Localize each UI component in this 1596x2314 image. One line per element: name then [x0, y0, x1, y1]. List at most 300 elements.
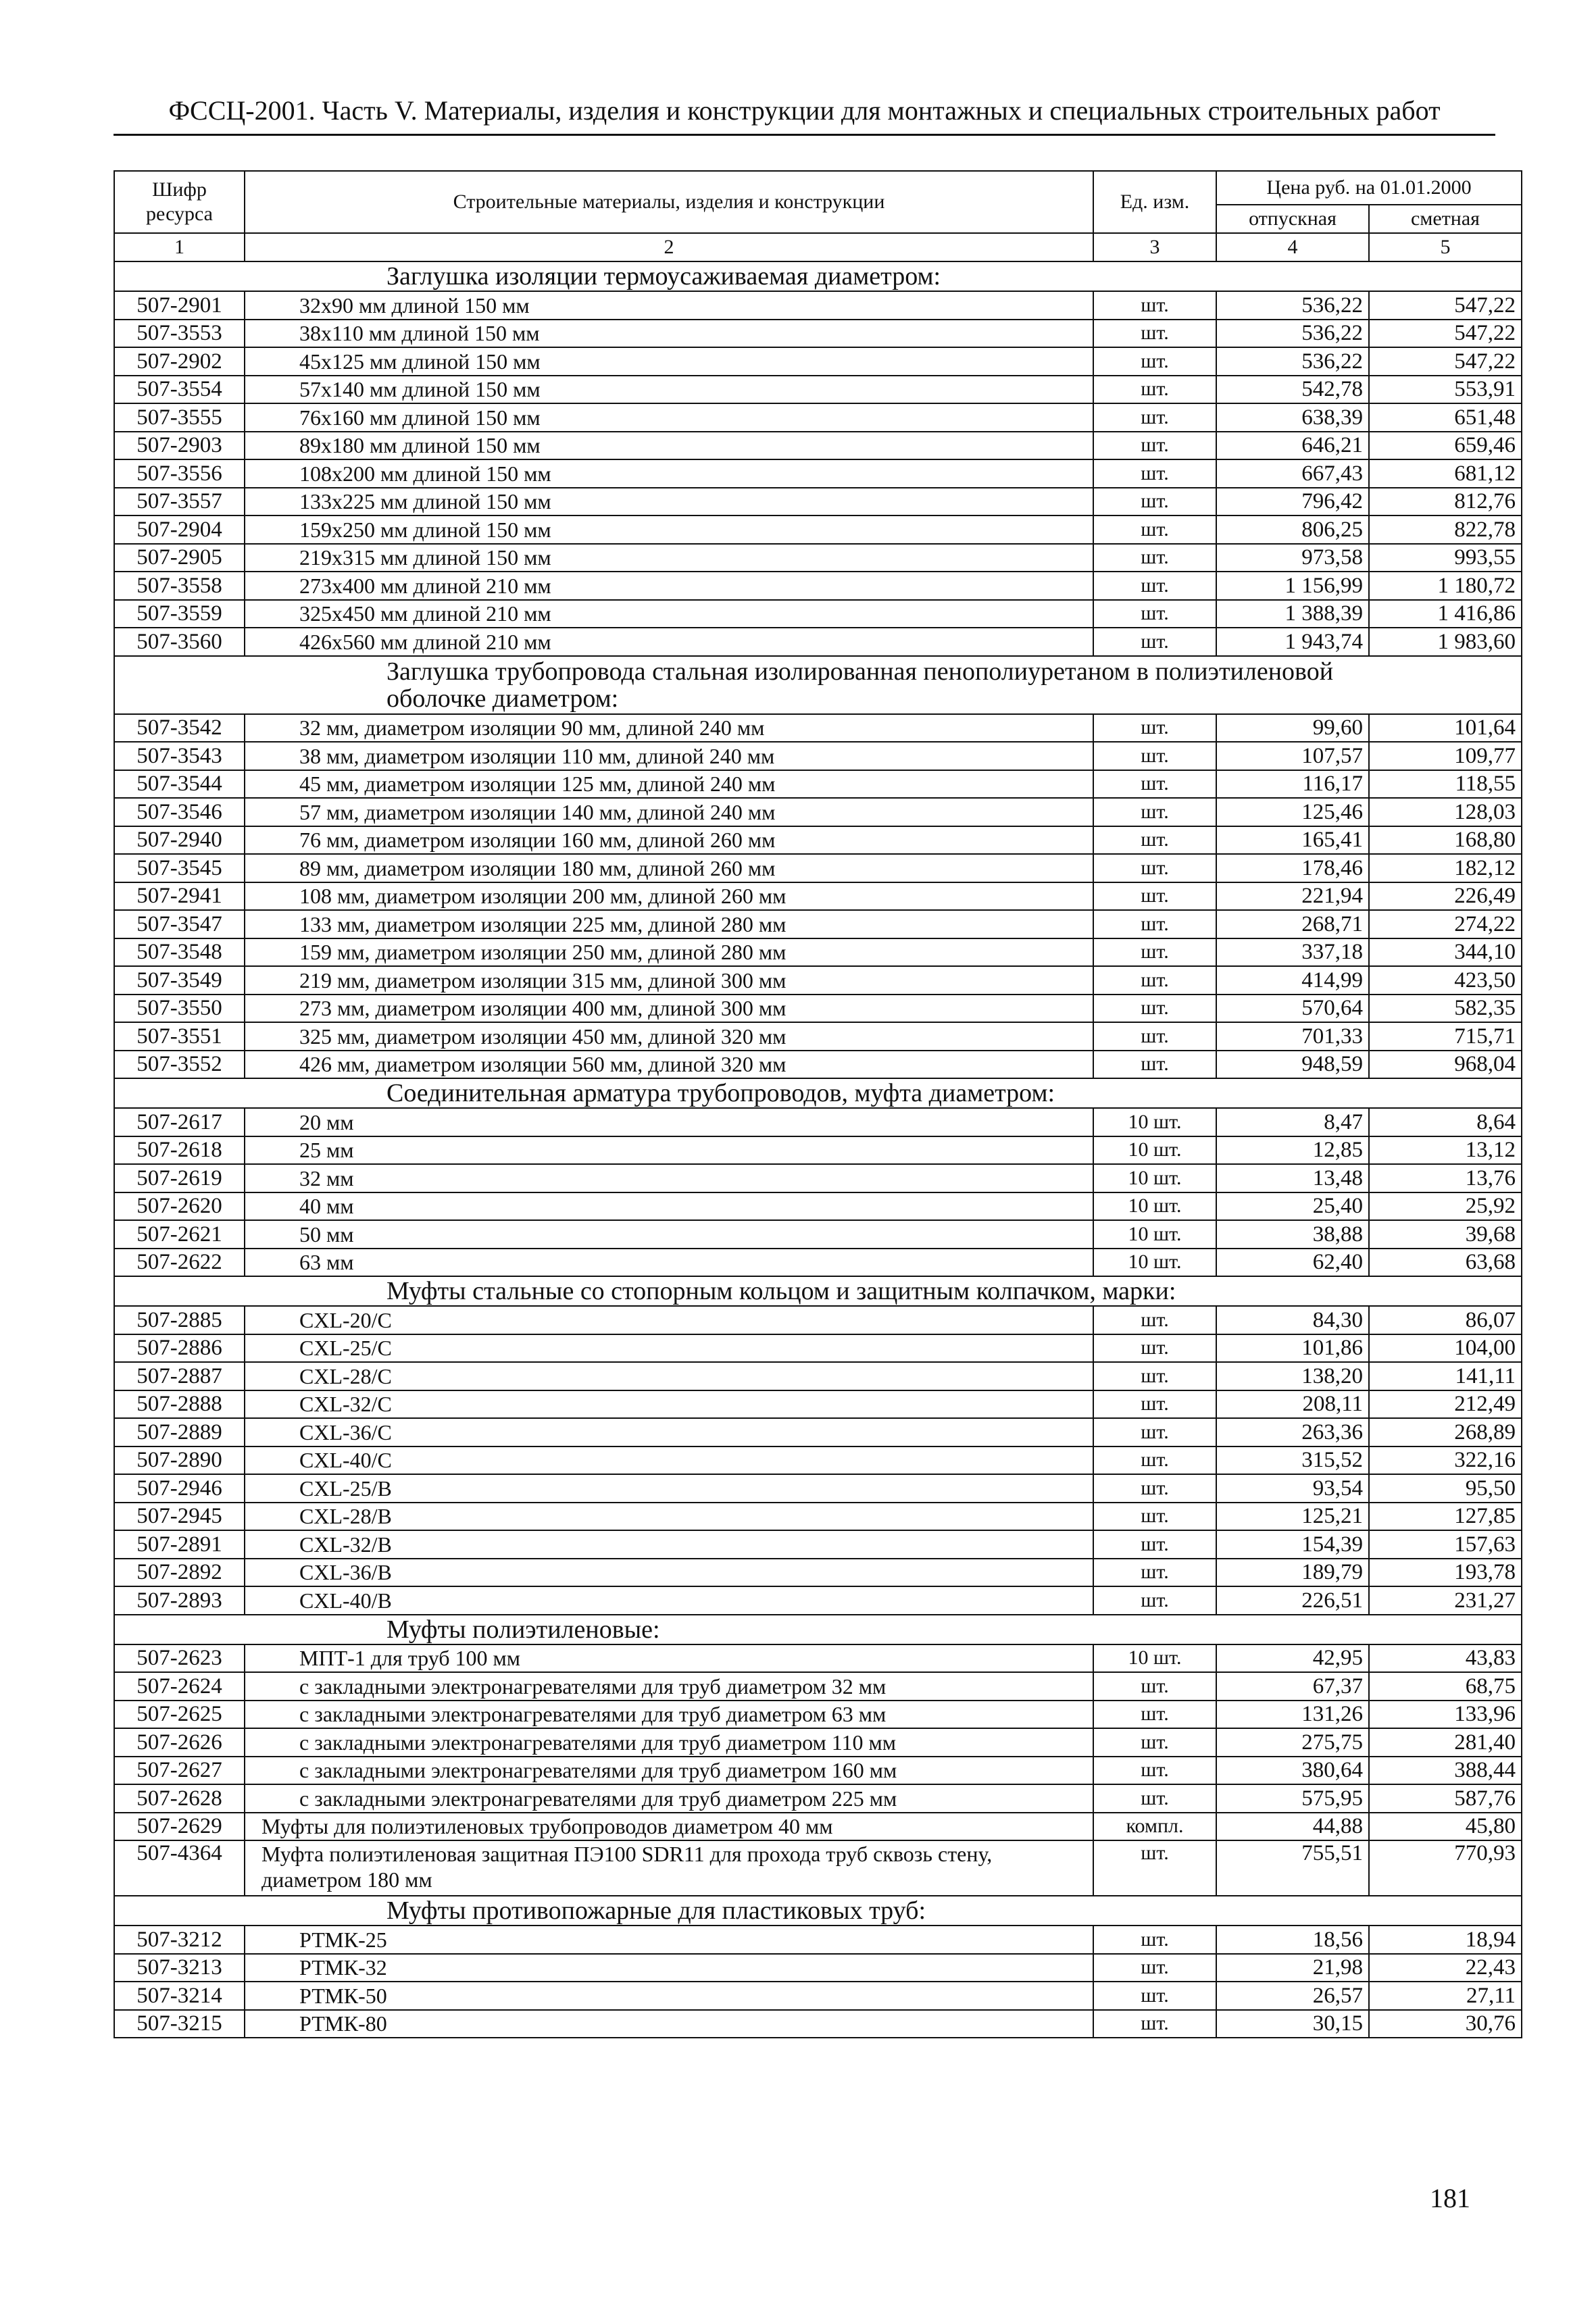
table-row [114, 1249, 1522, 1277]
release-price: 208,11 [1216, 1390, 1369, 1419]
estimate-price: 715,71 [1369, 1022, 1522, 1051]
unit: шт. [1093, 1447, 1216, 1475]
resource-code: 507-3547 [114, 910, 245, 938]
estimate-price: 651,48 [1369, 403, 1522, 432]
resource-code: 507-2901 [114, 291, 245, 320]
resource-code: 507-2887 [114, 1362, 245, 1390]
section-title: Заглушка изоляции термоусаживаемая диаметром: [245, 261, 1369, 291]
item-name: 76x160 мм длиной 150 мм [245, 403, 1093, 432]
item-name: 32x90 мм длиной 150 мм [245, 291, 1093, 320]
col-number-3: 3 [1093, 233, 1216, 261]
unit: шт. [1093, 1334, 1216, 1363]
unit: шт. [1093, 995, 1216, 1023]
release-price: 13,48 [1216, 1164, 1369, 1192]
item-name: CXL-40/B [245, 1586, 1093, 1615]
estimate-price: 1 416,86 [1369, 600, 1522, 628]
section-title: Соединительная арматура трубопроводов, муфта диаметром: [245, 1078, 1369, 1108]
section-title: Муфты противопожарные для пластиковых труб: [245, 1896, 1369, 1926]
resource-code: 507-3550 [114, 995, 245, 1023]
col-header-release: отпускная [1216, 205, 1369, 233]
item-name: 159x250 мм длиной 150 мм [245, 515, 1093, 544]
table-row [114, 1447, 1522, 1475]
resource-code: 507-2940 [114, 826, 245, 855]
unit: шт. [1093, 1051, 1216, 1079]
table-row [114, 1334, 1522, 1363]
col-header-code: Шифр ресурса [114, 171, 245, 233]
release-price: 125,46 [1216, 798, 1369, 826]
table-row [114, 1362, 1522, 1390]
estimate-price: 993,55 [1369, 544, 1522, 572]
unit: шт. [1093, 1728, 1216, 1757]
estimate-price: 582,35 [1369, 995, 1522, 1023]
section-header-row [114, 656, 1522, 714]
estimate-price: 182,12 [1369, 854, 1522, 882]
estimate-price: 157,63 [1369, 1530, 1522, 1559]
release-price: 84,30 [1216, 1306, 1369, 1334]
item-name: Муфты для полиэтиленовых трубопроводов диаметром 40 мм [245, 1813, 1093, 1841]
resource-code: 507-2620 [114, 1192, 245, 1221]
unit: шт. [1093, 1672, 1216, 1701]
unit: 10 шт. [1093, 1644, 1216, 1673]
unit: шт. [1093, 1418, 1216, 1447]
resource-code: 507-2886 [114, 1334, 245, 1363]
table-row [114, 488, 1522, 516]
unit: шт. [1093, 1474, 1216, 1503]
unit: шт. [1093, 628, 1216, 656]
table-row [114, 1051, 1522, 1079]
section-spacer [114, 1078, 245, 1108]
unit: шт. [1093, 1559, 1216, 1587]
unit: шт. [1093, 347, 1216, 376]
resource-code: 507-2889 [114, 1418, 245, 1447]
unit: шт. [1093, 1840, 1216, 1896]
table-row [114, 1164, 1522, 1192]
item-name: 273x400 мм длиной 210 мм [245, 572, 1093, 600]
resource-code: 507-2905 [114, 544, 245, 572]
release-price: 667,43 [1216, 459, 1369, 488]
item-name: МПТ-1 для труб 100 мм [245, 1644, 1093, 1673]
table-row [114, 1136, 1522, 1165]
estimate-price: 63,68 [1369, 1249, 1522, 1277]
item-name: Муфта полиэтиленовая защитная ПЭ100 SDR11 для прохода труб сквозь стену, диаметром 180 мм [245, 1840, 1093, 1896]
resource-code: 507-2621 [114, 1220, 245, 1249]
unit: шт. [1093, 432, 1216, 460]
table-row [114, 544, 1522, 572]
resource-code: 507-2903 [114, 432, 245, 460]
release-price: 30,15 [1216, 2010, 1369, 2038]
estimate-price: 30,76 [1369, 2010, 1522, 2038]
item-name: 57x140 мм длиной 150 мм [245, 376, 1093, 404]
unit: шт. [1093, 1784, 1216, 1813]
table-row [114, 1192, 1522, 1221]
resource-code: 507-3215 [114, 2010, 245, 2038]
unit: шт. [1093, 488, 1216, 516]
release-price: 12,85 [1216, 1136, 1369, 1165]
release-price: 107,57 [1216, 742, 1369, 770]
table-row [114, 1840, 1522, 1896]
release-price: 25,40 [1216, 1192, 1369, 1221]
release-price: 93,54 [1216, 1474, 1369, 1503]
section-spacer [114, 1276, 245, 1306]
table-body [114, 261, 1522, 2038]
table-row [114, 1954, 1522, 1982]
table-row [114, 1926, 1522, 1954]
section-spacer [114, 1615, 245, 1644]
resource-code: 507-2945 [114, 1503, 245, 1531]
unit: 10 шт. [1093, 1220, 1216, 1249]
release-price: 638,39 [1216, 403, 1369, 432]
table-row [114, 1701, 1522, 1729]
estimate-price: 68,75 [1369, 1672, 1522, 1701]
resource-code: 507-3543 [114, 742, 245, 770]
item-name: 325x450 мм длиной 210 мм [245, 600, 1093, 628]
release-price: 138,20 [1216, 1362, 1369, 1390]
resource-code: 507-3214 [114, 1982, 245, 2010]
unit: шт. [1093, 1701, 1216, 1729]
section-spacer [114, 261, 245, 291]
item-name: CXL-25/C [245, 1334, 1093, 1363]
unit: компл. [1093, 1813, 1216, 1841]
item-name: 426x560 мм длиной 210 мм [245, 628, 1093, 656]
section-spacer [114, 1896, 245, 1926]
col-header-price: Цена руб. на 01.01.2000 [1216, 171, 1522, 205]
estimate-price: 344,10 [1369, 938, 1522, 967]
estimate-price: 547,22 [1369, 320, 1522, 348]
release-price: 536,22 [1216, 347, 1369, 376]
resource-code: 507-2890 [114, 1447, 245, 1475]
resource-code: 507-3545 [114, 854, 245, 882]
unit: шт. [1093, 1503, 1216, 1531]
item-name: CXL-32/C [245, 1390, 1093, 1419]
section-spacer [1369, 656, 1522, 714]
release-price: 646,21 [1216, 432, 1369, 460]
resource-code: 507-3558 [114, 572, 245, 600]
resource-code: 507-2629 [114, 1813, 245, 1841]
unit: шт. [1093, 1390, 1216, 1419]
estimate-price: 25,92 [1369, 1192, 1522, 1221]
resource-code: 507-2619 [114, 1164, 245, 1192]
resource-code: 507-2941 [114, 882, 245, 911]
unit: шт. [1093, 1954, 1216, 1982]
unit: шт. [1093, 882, 1216, 911]
estimate-price: 86,07 [1369, 1306, 1522, 1334]
release-price: 575,95 [1216, 1784, 1369, 1813]
resource-code: 507-3546 [114, 798, 245, 826]
unit: шт. [1093, 1926, 1216, 1954]
release-price: 116,17 [1216, 770, 1369, 799]
release-price: 226,51 [1216, 1586, 1369, 1615]
item-name: 108x200 мм длиной 150 мм [245, 459, 1093, 488]
section-spacer [114, 656, 245, 714]
estimate-price: 133,96 [1369, 1701, 1522, 1729]
resource-code: 507-3554 [114, 376, 245, 404]
release-price: 1 156,99 [1216, 572, 1369, 600]
resource-code: 507-3212 [114, 1926, 245, 1954]
release-price: 275,75 [1216, 1728, 1369, 1757]
unit: шт. [1093, 291, 1216, 320]
item-name: 63 мм [245, 1249, 1093, 1277]
table-row [114, 1418, 1522, 1447]
resource-code: 507-3552 [114, 1051, 245, 1079]
section-spacer [1369, 1078, 1522, 1108]
release-price: 62,40 [1216, 1249, 1369, 1277]
estimate-price: 547,22 [1369, 291, 1522, 320]
page-number: 181 [1430, 2183, 1470, 2213]
unit: шт. [1093, 459, 1216, 488]
estimate-price: 388,44 [1369, 1757, 1522, 1785]
release-price: 570,64 [1216, 995, 1369, 1023]
table-row [114, 1672, 1522, 1701]
resource-code: 507-3544 [114, 770, 245, 799]
resource-code: 507-3542 [114, 714, 245, 743]
estimate-price: 193,78 [1369, 1559, 1522, 1587]
item-name: 133x225 мм длиной 150 мм [245, 488, 1093, 516]
table-row [114, 1813, 1522, 1841]
unit: 10 шт. [1093, 1249, 1216, 1277]
unit: шт. [1093, 1530, 1216, 1559]
release-price: 315,52 [1216, 1447, 1369, 1475]
col-number-1: 1 [114, 233, 245, 261]
item-name: 50 мм [245, 1220, 1093, 1249]
unit: шт. [1093, 600, 1216, 628]
item-name: 108 мм, диаметром изоляции 200 мм, длиной 260 мм [245, 882, 1093, 911]
item-name: CXL-32/B [245, 1530, 1093, 1559]
item-name: РТМК-32 [245, 1954, 1093, 1982]
item-name: с закладными электронагревателями для труб диаметром 160 мм [245, 1757, 1093, 1785]
item-name: 273 мм, диаметром изоляции 400 мм, длиной 300 мм [245, 995, 1093, 1023]
resource-code: 507-3553 [114, 320, 245, 348]
resource-code: 507-2617 [114, 1108, 245, 1136]
estimate-price: 22,43 [1369, 1954, 1522, 1982]
unit: 10 шт. [1093, 1136, 1216, 1165]
table-row [114, 1474, 1522, 1503]
resource-code: 507-3548 [114, 938, 245, 967]
estimate-price: 13,76 [1369, 1164, 1522, 1192]
col-number-2: 2 [245, 233, 1093, 261]
col-header-name: Строительные материалы, изделия и конструкции [245, 171, 1093, 233]
table-row [114, 1220, 1522, 1249]
item-name: 133 мм, диаметром изоляции 225 мм, длиной 280 мм [245, 910, 1093, 938]
resource-code: 507-2902 [114, 347, 245, 376]
table-row [114, 1728, 1522, 1757]
item-name: 40 мм [245, 1192, 1093, 1221]
estimate-price: 95,50 [1369, 1474, 1522, 1503]
release-price: 536,22 [1216, 291, 1369, 320]
table-row [114, 1644, 1522, 1673]
estimate-price: 39,68 [1369, 1220, 1522, 1249]
estimate-price: 968,04 [1369, 1051, 1522, 1079]
resource-code: 507-2888 [114, 1390, 245, 1419]
resource-code: 507-3551 [114, 1022, 245, 1051]
table-row [114, 1390, 1522, 1419]
estimate-price: 8,64 [1369, 1108, 1522, 1136]
unit: 10 шт. [1093, 1108, 1216, 1136]
item-name: 89 мм, диаметром изоляции 180 мм, длиной 260 мм [245, 854, 1093, 882]
resource-code: 507-2622 [114, 1249, 245, 1277]
estimate-price: 13,12 [1369, 1136, 1522, 1165]
unit: шт. [1093, 714, 1216, 743]
release-price: 263,36 [1216, 1418, 1369, 1447]
table-row [114, 1784, 1522, 1813]
item-name: 325 мм, диаметром изоляции 450 мм, длиной 320 мм [245, 1022, 1093, 1051]
item-name: РТМК-50 [245, 1982, 1093, 2010]
unit: шт. [1093, 403, 1216, 432]
col-header-estimate: сметная [1369, 205, 1522, 233]
release-price: 8,47 [1216, 1108, 1369, 1136]
resource-code: 507-3556 [114, 459, 245, 488]
item-name: CXL-20/C [245, 1306, 1093, 1334]
col-number-4: 4 [1216, 233, 1369, 261]
unit: шт. [1093, 1362, 1216, 1390]
price-table [114, 170, 1522, 2038]
release-price: 18,56 [1216, 1926, 1369, 1954]
table-row [114, 1559, 1522, 1587]
item-name: РТМК-80 [245, 2010, 1093, 2038]
unit: шт. [1093, 320, 1216, 348]
release-price: 38,88 [1216, 1220, 1369, 1249]
estimate-price: 553,91 [1369, 376, 1522, 404]
unit: 10 шт. [1093, 1192, 1216, 1221]
table-row [114, 320, 1522, 348]
unit: шт. [1093, 1982, 1216, 2010]
table-row [114, 376, 1522, 404]
section-header-row [114, 1615, 1522, 1644]
unit: шт. [1093, 2010, 1216, 2038]
estimate-price: 1 983,60 [1369, 628, 1522, 656]
estimate-price: 322,16 [1369, 1447, 1522, 1475]
resource-code: 507-2627 [114, 1757, 245, 1785]
item-name: 38x110 мм длиной 150 мм [245, 320, 1093, 348]
release-price: 154,39 [1216, 1530, 1369, 1559]
unit: шт. [1093, 938, 1216, 967]
release-price: 221,94 [1216, 882, 1369, 911]
estimate-price: 118,55 [1369, 770, 1522, 799]
item-name: 426 мм, диаметром изоляции 560 мм, длиной 320 мм [245, 1051, 1093, 1079]
item-name: CXL-28/B [245, 1503, 1093, 1531]
table-row [114, 1530, 1522, 1559]
item-name: CXL-28/C [245, 1362, 1093, 1390]
section-header-row [114, 261, 1522, 291]
resource-code: 507-3559 [114, 600, 245, 628]
resource-code: 507-3549 [114, 966, 245, 995]
estimate-price: 141,11 [1369, 1362, 1522, 1390]
release-price: 542,78 [1216, 376, 1369, 404]
resource-code: 507-4364 [114, 1840, 245, 1896]
estimate-price: 127,85 [1369, 1503, 1522, 1531]
unit: шт. [1093, 854, 1216, 882]
table-row [114, 1503, 1522, 1531]
estimate-price: 681,12 [1369, 459, 1522, 488]
estimate-price: 812,76 [1369, 488, 1522, 516]
release-price: 178,46 [1216, 854, 1369, 882]
release-price: 701,33 [1216, 1022, 1369, 1051]
item-name: РТМК-25 [245, 1926, 1093, 1954]
release-price: 796,42 [1216, 488, 1369, 516]
unit: шт. [1093, 515, 1216, 544]
resource-code: 507-2892 [114, 1559, 245, 1587]
estimate-price: 43,83 [1369, 1644, 1522, 1673]
release-price: 99,60 [1216, 714, 1369, 743]
section-spacer [1369, 1896, 1522, 1926]
section-header-row [114, 1276, 1522, 1306]
table-row [114, 600, 1522, 628]
item-name: 159 мм, диаметром изоляции 250 мм, длиной 280 мм [245, 938, 1093, 967]
item-name: с закладными электронагревателями для труб диаметром 63 мм [245, 1701, 1093, 1729]
estimate-price: 27,11 [1369, 1982, 1522, 2010]
estimate-price: 109,77 [1369, 742, 1522, 770]
estimate-price: 822,78 [1369, 515, 1522, 544]
item-name: 89x180 мм длиной 150 мм [245, 432, 1093, 460]
unit: шт. [1093, 742, 1216, 770]
release-price: 189,79 [1216, 1559, 1369, 1587]
table-row [114, 1306, 1522, 1334]
unit: шт. [1093, 770, 1216, 799]
item-name: CXL-25/B [245, 1474, 1093, 1503]
release-price: 755,51 [1216, 1840, 1369, 1896]
estimate-price: 226,49 [1369, 882, 1522, 911]
resource-code: 507-3213 [114, 1954, 245, 1982]
item-name: 76 мм, диаметром изоляции 160 мм, длиной 260 мм [245, 826, 1093, 855]
item-name: CXL-40/C [245, 1447, 1093, 1475]
table-row [114, 432, 1522, 460]
estimate-price: 101,64 [1369, 714, 1522, 743]
table-row [114, 2010, 1522, 2038]
resource-code: 507-2946 [114, 1474, 245, 1503]
item-name: 57 мм, диаметром изоляции 140 мм, длиной 240 мм [245, 798, 1093, 826]
item-name: 25 мм [245, 1136, 1093, 1165]
section-title: Муфты стальные со стопорным кольцом и защитным колпачком, марки: [245, 1276, 1369, 1306]
release-price: 125,21 [1216, 1503, 1369, 1531]
release-price: 26,57 [1216, 1982, 1369, 2010]
section-title: Муфты полиэтиленовые: [245, 1615, 1369, 1644]
table-row [114, 826, 1522, 855]
resource-code: 507-2618 [114, 1136, 245, 1165]
release-price: 806,25 [1216, 515, 1369, 544]
table-row [114, 1022, 1522, 1051]
table-row [114, 1108, 1522, 1136]
estimate-price: 231,27 [1369, 1586, 1522, 1615]
item-name: 32 мм [245, 1164, 1093, 1192]
table-row [114, 628, 1522, 656]
col-header-unit: Ед. изм. [1093, 171, 1216, 233]
resource-code: 507-3557 [114, 488, 245, 516]
unit: 10 шт. [1093, 1164, 1216, 1192]
resource-code: 507-2623 [114, 1644, 245, 1673]
unit: шт. [1093, 1306, 1216, 1334]
header-rule [114, 134, 1495, 136]
resource-code: 507-2628 [114, 1784, 245, 1813]
resource-code: 507-2626 [114, 1728, 245, 1757]
estimate-price: 274,22 [1369, 910, 1522, 938]
item-name: CXL-36/B [245, 1559, 1093, 1587]
resource-code: 507-2891 [114, 1530, 245, 1559]
section-spacer [1369, 1276, 1522, 1306]
table-row [114, 966, 1522, 995]
table-row [114, 572, 1522, 600]
release-price: 67,37 [1216, 1672, 1369, 1701]
table-row [114, 291, 1522, 320]
section-header-row [114, 1896, 1522, 1926]
unit: шт. [1093, 1022, 1216, 1051]
release-price: 21,98 [1216, 1954, 1369, 1982]
table-row [114, 1982, 1522, 2010]
resource-code: 507-2904 [114, 515, 245, 544]
release-price: 1 943,74 [1216, 628, 1369, 656]
unit: шт. [1093, 1586, 1216, 1615]
estimate-price: 128,03 [1369, 798, 1522, 826]
unit: шт. [1093, 966, 1216, 995]
section-header-row [114, 1078, 1522, 1108]
